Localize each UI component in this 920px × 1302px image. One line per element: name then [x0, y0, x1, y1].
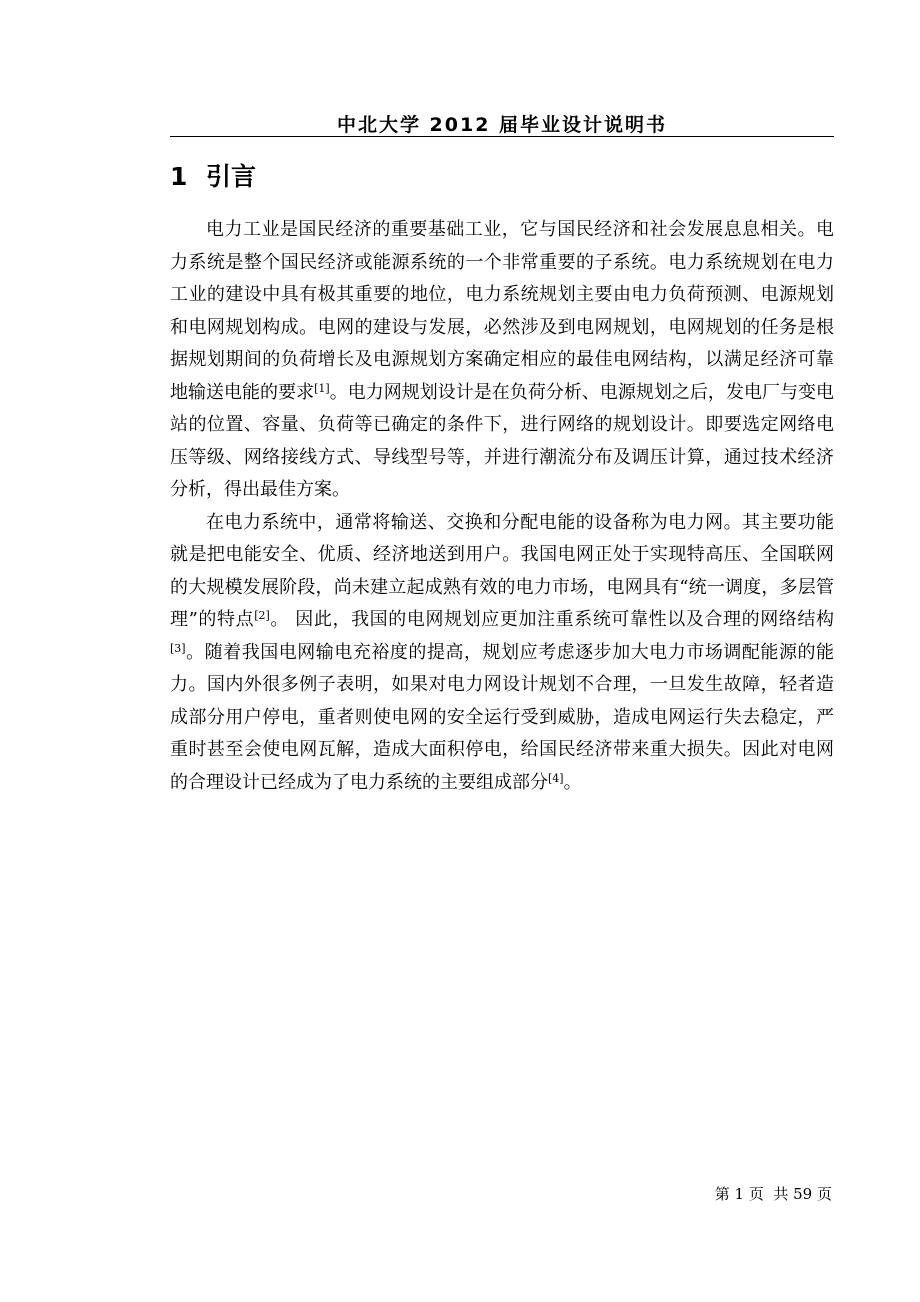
- paragraph-text: 。随着我国电网输电充裕度的提高，规划应考虑逐步加大电力市场调配能源的能力。国内外很多例子表明，如果对电力网设计规划不合理，一旦发生故障，轻者造成部分用户停电，重者则使电网的安全运行受到威胁，造成电网运行失去稳定，严重时甚至会使电网瓦解，造成大面积停电，给国民经济带来重大损失。因此对电网的合理设计已经成为了电力系统的主要组成部分: [170, 641, 834, 793]
- body-text: [170, 214, 834, 799]
- citation-ref: [4]: [548, 771, 564, 785]
- paragraph-2: [170, 507, 834, 800]
- header-rule: [170, 136, 834, 137]
- paragraph-text: 。 因此，我国的电网规划应更加注重系统可靠性以及合理的网络结构: [269, 609, 835, 630]
- citation-ref: [1]: [314, 381, 330, 395]
- chapter-number: 1: [170, 162, 188, 191]
- paragraph-1: [170, 214, 834, 507]
- citation-ref: [3]: [170, 641, 186, 655]
- chapter-heading: [170, 160, 256, 194]
- citation-ref: [2]: [254, 609, 270, 622]
- paragraph-text: 电力工业是国民经济的重要基础工业，它与国民经济和社会发展息息相关。电力系统是整个国民经济或能源系统的一个非常重要的子系统。电力系统规划在电力工业的建设中具有极其重要的地位，电力系统规划主要由电力负荷预测、电源规划和电网规划构成。电网的建设与发展，必然涉及到电网规划，电网规划的任务是根据规划期间的负荷增长及电源规划方案确定相应的最佳电网结构，以满足经济可靠地输送电能的要求: [170, 219, 834, 403]
- page-number: 第 1 页 共 59 页: [714, 1185, 832, 1203]
- paragraph-text: 在电力系统中，通常将输送、交换和分配电能的设备称为电力网。其主要功能就是把电能安全、优质、经济地送到用户。我国电网正处于实现特高压、全国联网的大规模发展阶段，尚未建立起成熟有效的电力市场，电网具有“统一调度，多层管理”的特点: [170, 511, 834, 630]
- running-header: 中北大学 2012 届毕业设计说明书: [336, 114, 668, 136]
- chapter-title: 引言: [206, 162, 257, 191]
- paragraph-text: 。电力网规划设计是在负荷分析、电源规划之后，发电厂与变电站的位置、容量、负荷等已确定的条件下，进行网络的规划设计。即要选定网络电压等级、网络接线方式、导线型号等，并进行潮流分布及调压计算，通过技术经济分析，得出最佳方案。: [170, 381, 835, 500]
- paragraph-text: 。: [563, 771, 582, 793]
